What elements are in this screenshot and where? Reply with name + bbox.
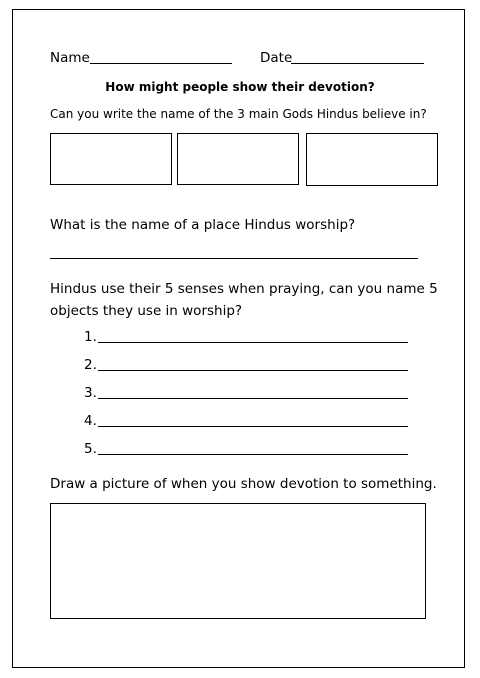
drawing-box[interactable]	[50, 503, 426, 619]
item-number: 5.	[84, 441, 97, 457]
worksheet-title: How might people show their devotion?	[105, 80, 375, 94]
name-field-line[interactable]	[90, 63, 232, 64]
date-label: Date	[260, 50, 293, 66]
question-draw-devotion: Draw a picture of when you show devotion to something.	[50, 476, 437, 492]
answer-line-object-4[interactable]	[98, 426, 408, 427]
question-gods: Can you write the name of the 3 main Gods Hindus believe in?	[50, 107, 427, 121]
answer-line-object-2[interactable]	[98, 370, 408, 371]
item-number: 2.	[84, 357, 97, 373]
item-number: 4.	[84, 413, 97, 429]
name-label: Name	[50, 50, 90, 66]
answer-line-object-3[interactable]	[98, 398, 408, 399]
item-number: 3.	[84, 385, 97, 401]
item-number: 1.	[84, 329, 97, 345]
answer-box-god-2[interactable]	[177, 133, 299, 185]
answer-box-god-3[interactable]	[306, 133, 438, 186]
answer-line-place-of-worship[interactable]	[50, 258, 418, 259]
date-field-line[interactable]	[291, 63, 424, 64]
answer-box-god-1[interactable]	[50, 133, 172, 185]
question-senses-line-2: objects they use in worship?	[50, 303, 243, 319]
answer-line-object-5[interactable]	[98, 454, 408, 455]
question-place-of-worship: What is the name of a place Hindus worship?	[50, 217, 356, 233]
question-senses-line-1: Hindus use their 5 senses when praying, can you name 5	[50, 281, 438, 297]
answer-line-object-1[interactable]	[98, 342, 408, 343]
